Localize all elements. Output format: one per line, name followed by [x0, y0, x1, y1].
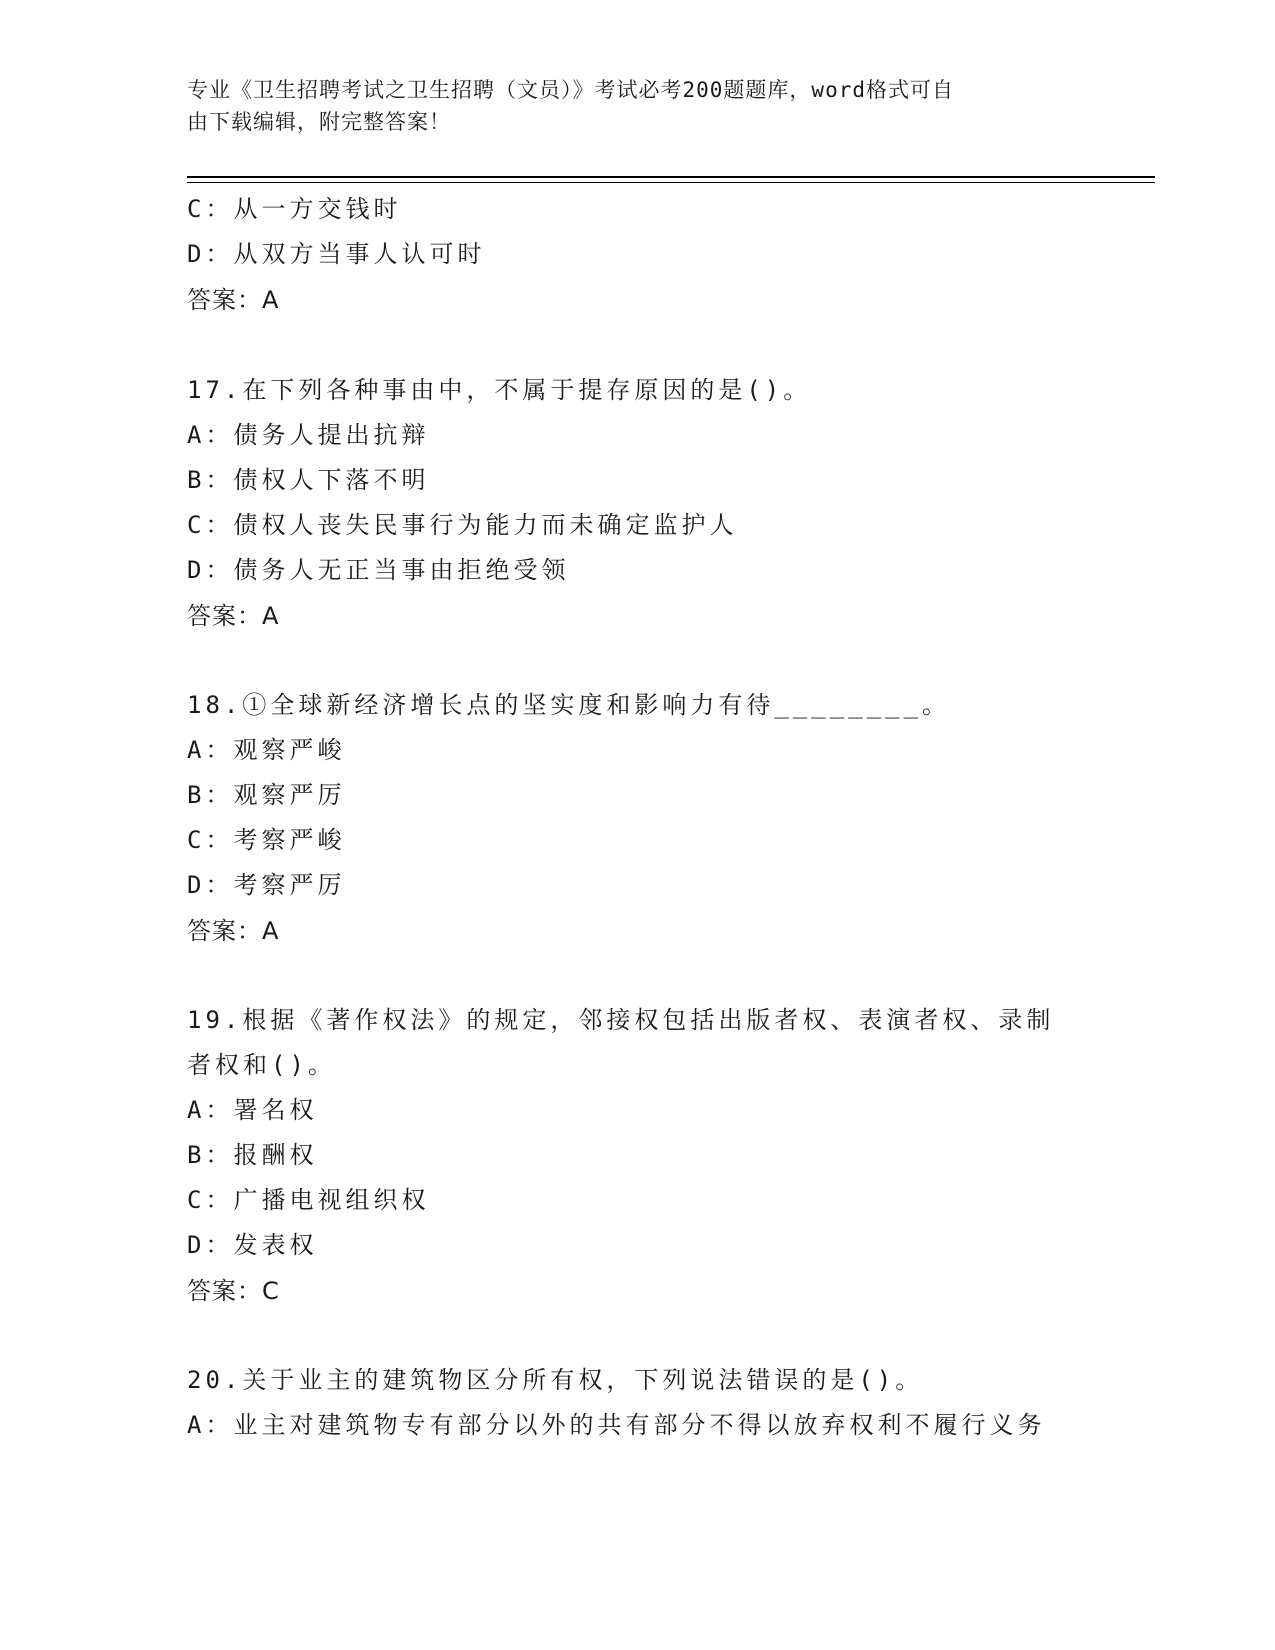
option-c: C：考察严峻	[187, 826, 346, 854]
option-a: A：观察严峻	[187, 736, 346, 764]
option-d: D：从双方当事人认可时	[187, 240, 486, 268]
header-rule-thin	[187, 182, 1155, 183]
option-b: B：报酬权	[187, 1141, 318, 1169]
question-20: 20.关于业主的建筑物区分所有权，下列说法错误的是()。	[187, 1366, 924, 1394]
option-b: B：债权人下落不明	[187, 466, 430, 494]
option-d: D：考察严厉	[187, 871, 346, 899]
header-rule-thick	[187, 176, 1155, 178]
answer-line: 答案：A	[187, 917, 280, 945]
question-19-cont: 者权和()。	[187, 1051, 336, 1079]
option-c: C：广播电视组织权	[187, 1186, 430, 1214]
option-a: A：业主对建筑物专有部分以外的共有部分不得以放弃权利不履行义务	[187, 1411, 1046, 1439]
option-b: B：观察严厉	[187, 781, 346, 809]
answer-line: 答案：A	[187, 286, 280, 314]
question-18: 18.①全球新经济增长点的坚实度和影响力有待________。	[187, 691, 950, 719]
question-19: 19.根据《著作权法》的规定，邻接权包括出版者权、表演者权、录制	[187, 1006, 1055, 1034]
option-c: C：债权人丧失民事行为能力而未确定监护人	[187, 511, 738, 539]
answer-line: 答案：C	[187, 1277, 280, 1305]
option-d: D：债务人无正当事由拒绝受领	[187, 556, 570, 584]
answer-line: 答案：A	[187, 602, 280, 630]
option-c: C：从一方交钱时	[187, 195, 402, 223]
option-a: A：债务人提出抗辩	[187, 421, 430, 449]
option-d: D：发表权	[187, 1231, 318, 1259]
question-17: 17.在下列各种事由中，不属于提存原因的是()。	[187, 376, 812, 404]
page-header: 专业《卫生招聘考试之卫生招聘（文员）》考试必考200题题库，word格式可自 由下载编辑，附完整答案！	[187, 78, 954, 134]
option-a: A：署名权	[187, 1096, 318, 1124]
